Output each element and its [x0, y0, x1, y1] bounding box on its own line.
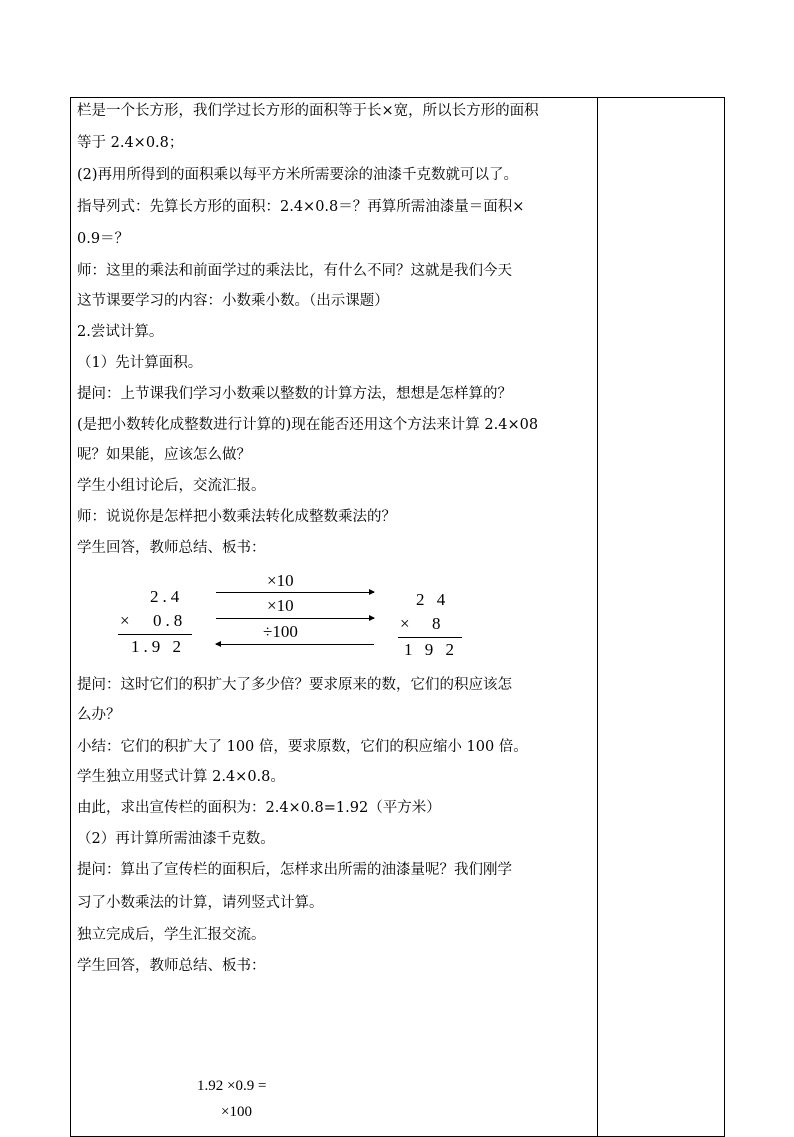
text-line: 师：这里的乘法和前面学过的乘法比，有什么不同？这就是我们今天 — [77, 263, 512, 279]
arrow-label-times10-a: ×10 — [267, 571, 294, 590]
text-line: 学生小组讨论后，交流汇报。 — [77, 478, 266, 494]
text-line: 学生独立用竖式计算 2.4×0.8。 — [77, 769, 285, 785]
right-multiplier: 8 — [432, 614, 445, 633]
left-multiplicand: 2.4 — [150, 587, 184, 606]
text-line: 呢？如果能，应该怎么做？ — [77, 447, 251, 463]
text-line: 指导列式：先算长方形的面积：2.4×0.8＝？再算所需油漆量＝面积× — [77, 199, 525, 215]
right-arrow — [216, 618, 374, 619]
column-divider — [597, 97, 598, 1137]
text-line: 习了小数乘法的计算，请列竖式计算。 — [77, 895, 324, 911]
text-line: (2)再用所得到的面积乘以每平方米所需要涂的油漆千克数就可以了。 — [77, 167, 519, 183]
text-line: 学生回答，教师总结、板书： — [77, 540, 266, 556]
left-result-rule — [118, 634, 192, 635]
text-line: 等于 2.4×0.8； — [77, 135, 184, 151]
bottom-times100: ×100 — [221, 1104, 252, 1120]
text-line: 提问：这时它们的积扩大了多少倍？要求原来的数，它们的积应该怎 — [77, 677, 512, 693]
text-line: 提问：上节课我们学习小数乘以整数的计算方法，想想是怎样算的？ — [77, 386, 512, 402]
text-line: 小结：它们的积扩大了 100 倍，要求原数，它们的积应缩小 100 倍。 — [77, 739, 528, 755]
text-line: （2）再计算所需油漆千克数。 — [77, 831, 275, 847]
text-line: 2.尝试计算。 — [77, 324, 164, 340]
text-line: (是把小数转化成整数进行计算的)现在能否还用这个方法来计算 2.4×08 — [77, 417, 539, 433]
left-multiplier: 0.8 — [153, 611, 187, 630]
text-line: 么办？ — [77, 707, 121, 723]
text-line: 栏是一个长方形，我们学过长方形的面积等于长×宽，所以长方形的面积 — [77, 103, 539, 119]
left-arrow — [216, 644, 374, 645]
text-line: 独立完成后，学生汇报交流。 — [77, 927, 266, 943]
arrow-label-div100: ÷100 — [263, 622, 298, 641]
right-multiply-sign: × — [400, 614, 410, 633]
arrow-label-times10-b: ×10 — [267, 596, 294, 615]
right-result-rule — [398, 637, 462, 638]
text-line: （1）先计算面积。 — [77, 355, 203, 371]
bottom-equation: 1.92 ×0.9 = — [197, 1078, 267, 1094]
text-line: 提问：算出了宣传栏的面积后，怎样求出所需的油漆量呢？我们刚学 — [77, 862, 512, 878]
right-arrow — [216, 592, 374, 593]
text-line: 0.9＝？ — [77, 231, 130, 247]
left-product: 1.9 2 — [131, 637, 185, 656]
left-multiply-sign: × — [120, 611, 130, 630]
text-line: 由此，求出宣传栏的面积为：2.4×0.8=1.92（平方米） — [77, 800, 441, 816]
text-line: 这节课要学习的内容：小数乘小数。（出示课题） — [77, 293, 389, 309]
right-product: 1 9 2 — [404, 640, 458, 659]
right-multiplicand: 2 4 — [416, 590, 450, 609]
text-line: 学生回答，教师总结、板书： — [77, 958, 266, 974]
text-line: 师：说说你是怎样把小数乘法转化成整数乘法的？ — [77, 509, 396, 525]
